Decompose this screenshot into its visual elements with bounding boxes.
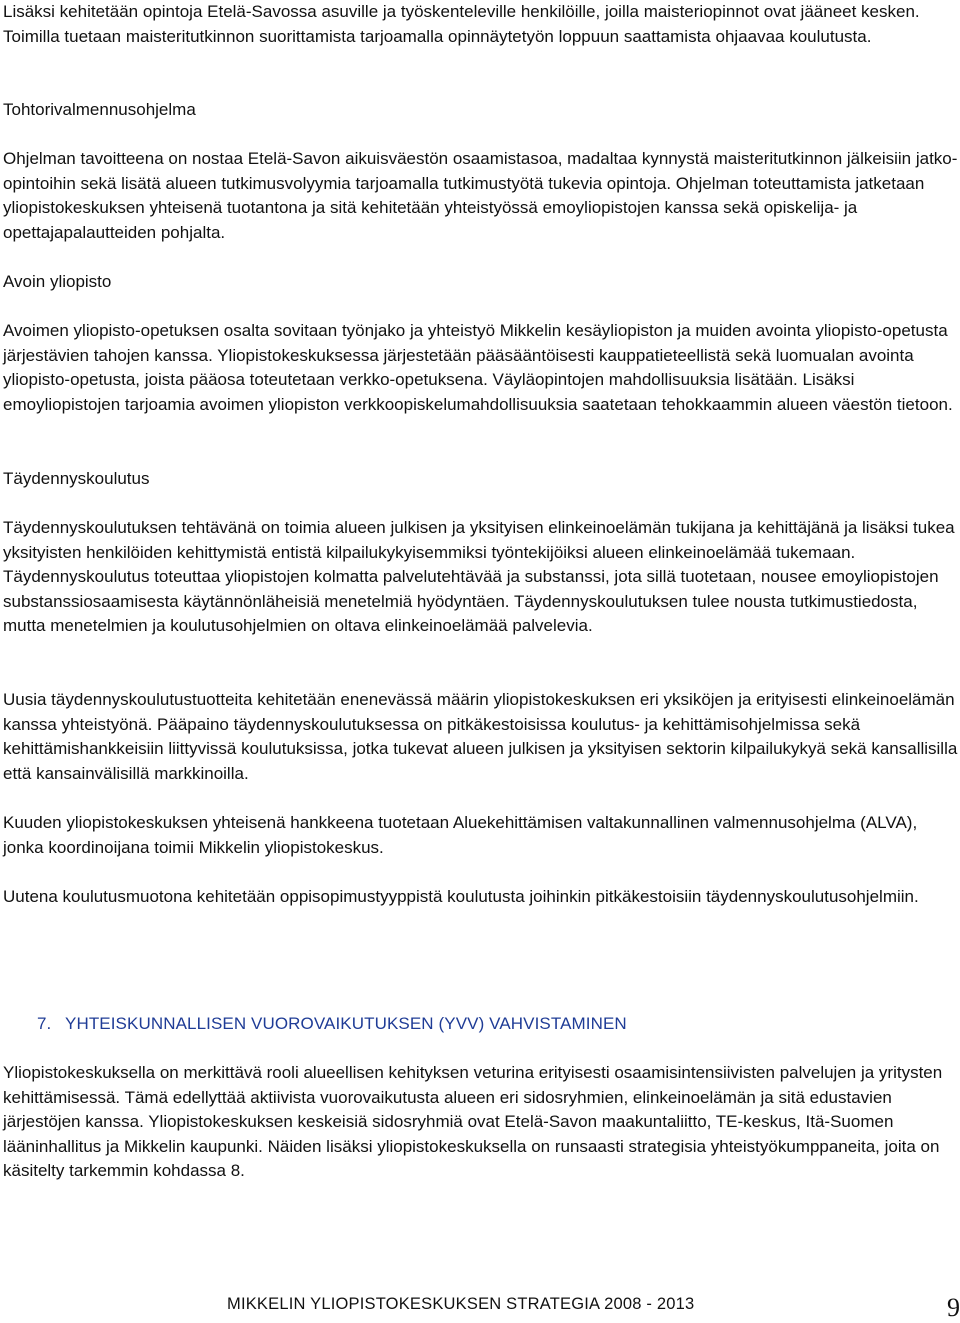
section-heading: Avoin yliopisto — [3, 272, 112, 291]
section-taydennyskoulutus-p4 — [3, 885, 958, 910]
section-paragraph: Täydennyskoulutuksen tehtävänä on toimia alueen julkisen ja yksityisen elinkeinoelämän tukijana ja kehittäjänä ja lisäksi tukea yksityisten henkilöiden kehittymistä entistä kilpailukykyisemmiksi työntekijöiksi alueen elinkeinoelämää tukemaan. Täydennyskoulutus toteuttaa yliopistojen kolmatta palvelutehtävää ja substanssi, jota sillä tuotetaan, nousee emoyliopistojen substanssiosaamisesta käytännönläheisiä menetelmiä hyödyntäen. Täydennyskoulutuksen tulee nousta tutkimustiedosta, mutta menetelmien ja koulutusohjelmien on oltava elinkeinoelämää palvelevia. — [3, 518, 955, 636]
section-taydennyskoulutus-p1 — [3, 516, 958, 639]
section-paragraph: Uutena koulutusmuotona kehitetään oppisopimustyyppistä koulutusta joihinkin pitkäkestoisiin täydennyskoulutusohjelmiin. — [3, 887, 919, 906]
section-paragraph: Avoimen yliopisto-opetuksen osalta sovitaan työnjako ja yhteistyö Mikkelin kesäyliopiston ja muiden avointa yliopisto-opetusta järjestävien tahojen kanssa. Yliopistokeskuksessa järjestetään pääsääntöisesti kauppatieteellistä sekä luomualan avointa yliopisto-opetusta, joista pääosa toteutetaan verkko-opetuksena. Väyläopintojen mahdollisuuksia lisätään. Lisäksi emoyliopistojen tarjoamia avoimen yliopiston verkkoopiskelumahdollisuuksia saatetaan tehokkaammin alueen väestön tietoon. — [3, 321, 953, 414]
section-paragraph: Kuuden yliopistokeskuksen yhteisenä hankkeena tuotetaan Aluekehittämisen valtakunnallinen valmennusohjelma (ALVA), jonka koordinoijana toimii Mikkelin yliopistokeskus. — [3, 813, 918, 857]
section-paragraph: Ohjelman tavoitteena on nostaa Etelä-Savon aikuisväestön osaamistasoa, madaltaa kynnystä maisteritutkinnon jälkeisiin jatko-opintoihin sekä lisätä alueen tutkimusvolyymia tarjoamalla tutkimustyötä tukevia opintoja. Ohjelman toteuttamista jatketaan yliopistokeskuksen yhteisenä tuotantona ja sitä kehitetään yhteistyössä emoyliopistojen kanssa sekä opiskelija- ja opettajapalautteiden pohjalta. — [3, 149, 958, 242]
section-taydennyskoulutus-p2 — [3, 688, 958, 786]
section-tohtorivalmennus — [3, 98, 958, 123]
chapter-body — [3, 1061, 958, 1184]
section-taydennyskoulutus — [3, 467, 958, 492]
chapter-number: 7. — [37, 1014, 52, 1033]
chapter-title: YHTEISKUNNALLISEN VUOROVAIKUTUKSEN (YVV) VAHVISTAMINEN — [65, 1014, 627, 1033]
section-paragraph: Uusia täydennyskoulutustuotteita kehitetään enenevässä määrin yliopistokeskuksen eri yksiköjen ja erityisesti elinkeinoelämän kanssa yhteistyönä. Pääpaino täydennyskoulutuksessa on pitkäkestoisissa koulutus- ja kehittämisohjelmissa sekä kehittämishankkeisiin liittyvissä koulutuksissa, jotka tukevat alueen julkisen ja yksityisen sektorin kilpailukykyä sekä kansallisilla että kansainvälisillä markkinoilla. — [3, 690, 958, 783]
section-taydennyskoulutus-p3 — [3, 811, 958, 860]
section-heading: Tohtorivalmennusohjelma — [3, 100, 196, 119]
section-avoin-yliopisto-body — [3, 319, 958, 417]
chapter-heading — [37, 1012, 957, 1036]
section-tohtorivalmennus-body — [3, 147, 958, 245]
section-avoin-yliopisto — [3, 270, 958, 295]
page-number: 9 — [947, 1293, 960, 1322]
footer-title: MIKKELIN YLIOPISTOKESKUKSEN STRATEGIA 2008 - 2013 — [227, 1295, 695, 1313]
intro-paragraph: Lisäksi kehitetään opintoja Etelä-Savossa asuville ja työskenteleville henkilöille, joilla maisteriopinnot ovat jääneet kesken. Toimilla tuetaan maisteritutkinnon suorittamista tarjoamalla opinnäytetyön loppuun saattamista ohjaavaa koulutusta. — [3, 2, 920, 46]
intro-block — [3, 0, 958, 49]
section-heading: Täydennyskoulutus — [3, 469, 150, 488]
chapter-paragraph: Yliopistokeskuksella on merkittävä rooli alueellisen kehityksen veturina erityisesti osaamisintensiivisten palvelujen ja yritysten kehittämisessä. Tämä edellyttää aktiivista vuorovaikutusta alueen eri sidosryhmien, elinkeinoelämän ja sitä edustavien järjestöjen kanssa. Yliopistokeskuksen keskeisiä sidosryhmiä ovat Etelä-Savon maakuntaliitto, TE-keskus, Itä-Suomen lääninhallitus ja Mikkelin kaupunki. Näiden lisäksi yliopistokeskuksella on runsaasti strategisia yhteistyökumppaneita, joita on käsitelty tarkemmin kohdassa 8. — [3, 1063, 943, 1181]
